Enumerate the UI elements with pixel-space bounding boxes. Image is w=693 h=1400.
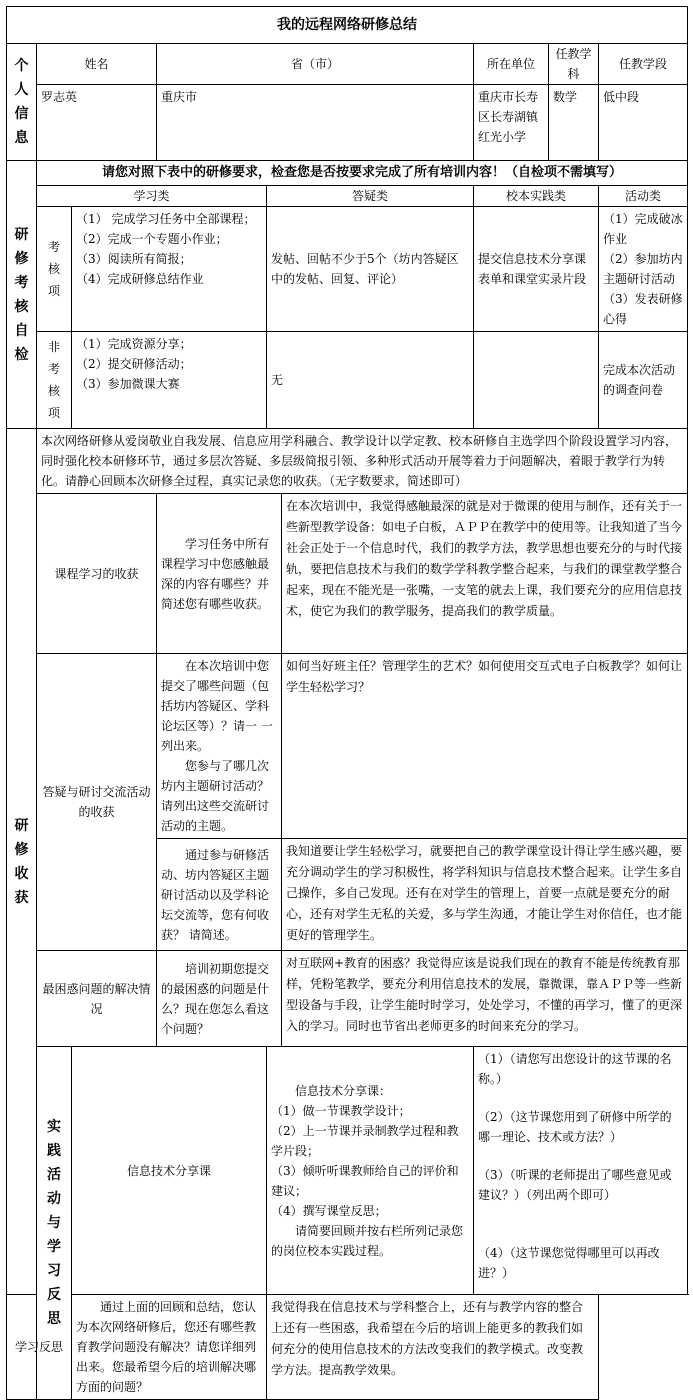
list-item: （2）上一节课并录制教学过程和教学片段； xyxy=(271,1123,459,1158)
harvest-confusion-prompt: 培训初期您提交的最困惑的问题是什么？现在您怎么看这个问题？ xyxy=(157,951,282,1047)
harvest-intro: 本次网络研修从爱岗敬业自我发展、信息应用学科融合、教学设计以学定教、校本研修自主选学四个阶段设置学习内容，同时强化校本研修环节，通过多层次答疑、多层级简报引领、多种形式活动开展等着力于问题解决，着眼于教学行为转化。请静心回顾本次研修全过程，真实记录您的收获。（无字数要求，简述即可） xyxy=(37,429,688,494)
non-assessed-qa: 无 xyxy=(267,332,474,429)
harvest-confusion-answer[interactable]: 对互联网+教育的困惑？我觉得应该是说我们现在的教育不能是传统教育那样，凭粉笔教学，要充分利用信息技术的发展，靠微课，靠ＡＰＰ等一些新型设备与手段，让学生能时时学习，处处学习，不懂的再学习，懂了的更深入的学习。同时也节省出老师更多的时间来充分的学习。 xyxy=(282,951,688,1047)
list-item: （2）提交研修活动； xyxy=(76,357,192,371)
answer-theory-used[interactable]: （2）（这节课您用到了研修中所学的哪一理论、技术或方法？） xyxy=(478,1110,672,1144)
list-item: （2）参加坊内主题研讨活动 xyxy=(603,252,683,286)
section-harvest: 研 修 收 获 xyxy=(7,429,37,1295)
harvest-course-answer[interactable]: 在本次培训中，我觉得感触最深的就是对于微课的使用与制作，还有关于一些新型教学设备：如电子白板，ＡＰＰ在教学中的使用等。让我知道了当今社会正处于一个信息时代，我们的教学方法，教学思想也要充分的与时代接轨，要把信息技术与我们的数学学科教学整合起来，与我们的课堂教学整合起来，现在不能光是一张嘴，一支笔的就去上课，我们要充分的应用信息技术，使它为我们的教学服务，提高我们的教学质量。 xyxy=(282,494,688,654)
answer-lesson-name[interactable]: （1）（请您写出您设计的这节课的名称。） xyxy=(478,1052,672,1086)
harvest-qa-answer-a[interactable]: 如何当好班主任？管理学生的艺术？如何使用交互式电子白板教学？如何让学生轻松学习？ xyxy=(282,654,688,839)
subject-field[interactable]: 数学 xyxy=(549,85,599,161)
assessed-practice: 提交信息技术分享课表单和课堂实录片段 xyxy=(474,207,599,332)
category-activity: 活动类 xyxy=(599,186,688,207)
assessed-activity xyxy=(599,207,688,332)
section-personal-info: 个 人 信 息 xyxy=(7,44,37,161)
non-assessed-label: 非 考 核 项 xyxy=(37,332,72,429)
name-field[interactable]: 罗志英 xyxy=(37,85,157,161)
unit-field[interactable]: 重庆市长寿区长寿湖镇红光小学 xyxy=(474,85,549,161)
province-field[interactable]: 重庆市 xyxy=(157,85,474,161)
harvest-confusion-label: 最困惑问题的解决情况 xyxy=(37,951,157,1047)
assessed-qa: 发帖、回帖不少于5个（坊内答疑区中的发帖、回复、评论） xyxy=(267,207,474,332)
non-assessed-study xyxy=(72,332,267,429)
non-assessed-activity: 完成本次活动的调查问卷 xyxy=(599,332,688,429)
practice-share-answers[interactable] xyxy=(474,1047,688,1295)
category-practice: 校本实践类 xyxy=(474,186,599,207)
answer-suggestions[interactable]: （3）（听课的老师提出了哪些意见或建议？）（列出两个即可） xyxy=(478,1168,672,1202)
harvest-course-label: 课程学习的收获 xyxy=(37,494,157,654)
section-practice-reflection: 实 践 活 动 与 学 习 反 思 xyxy=(37,1047,72,1400)
harvest-course-prompt: 学习任务中所有课程学习中您感触最深的内容有哪些？并简述您有哪些收获。 xyxy=(157,494,282,654)
list-item: （4）撰写课堂反思； xyxy=(271,1203,387,1218)
list-item: （1）完成破冰作业 xyxy=(603,212,683,246)
header-unit: 所在单位 xyxy=(474,44,549,85)
answer-improvements[interactable]: （4）（这节课您觉得哪里可以再改进？） xyxy=(478,1246,660,1280)
reflection-answer[interactable]: 我觉得我在信息技术与学科整合上，还有与教学内容的整合上还有一些困惑，我希望在今后的培训上能更多的教我们如何充分的使用信息技术的方法改变我们的教学模式。改变教学方法。提高教学效果。 xyxy=(267,1295,599,1400)
header-stage: 任教学段 xyxy=(599,44,688,85)
list-item: （2）完成一个专题小作业； xyxy=(76,232,228,246)
list-item: （3）发表研修心得 xyxy=(603,292,683,326)
summary-form xyxy=(6,6,688,1400)
practice-share-prompt: 信息技术分享课： （1）做一节课教学设计； （2）上一节课并录制教学过程和教学片段； （3）倾听听课教师给自己的评价和建议； （4）撰写课堂反思； 请简要回顾并按右栏所列记录您的岗位校本实践过程。 xyxy=(267,1047,474,1295)
harvest-qa-answer-b[interactable]: 我知道要让学生轻松学习，就要把自己的教学课堂设计得让学生感兴趣，要充分调动学生的学习积极性，将学科知识与信息技术整合起来。让学生多自己操作，多自己发现。还有在对学生的管理上，首要一点就是要充分的耐心，还有对学生无私的关爱，多与学生沟通，才能让学生对你信任，也才能更好的管理学生。 xyxy=(282,839,688,951)
assessed-study xyxy=(72,207,267,332)
harvest-qa-label: 答疑与研讨交流活动的收获 xyxy=(37,654,157,951)
reflection-prompt: 通过上面的回顾和总结，您认为本次网络研修后，您还有哪些教育教学问题没有解决？请您详细列出来。您最希望今后的培训解决哪方面的问题？ xyxy=(72,1295,267,1400)
self-check-notice: 请您对照下表中的研修要求，检查您是否按要求完成了所有培训内容！（自检项不需填写） xyxy=(37,161,688,186)
section-self-check: 研 修 考 核 自 检 xyxy=(7,161,37,429)
list-item: （4）完成研修总结作业 xyxy=(76,272,204,286)
list-item: （3）阅读所有简报； xyxy=(76,252,192,266)
stage-field[interactable]: 低中段 xyxy=(599,85,688,161)
harvest-qa-prompt-a: 在本次培训中您提交了哪些问题（包括坊内答疑区、学科论坛区等）？请一 一列出来。 您参与了哪几次坊内主题研讨活动？请列出这些交流研讨活动的主题。 xyxy=(157,654,282,839)
harvest-qa-prompt-b: 通过参与研修活动、坊内答疑区主题研讨活动以及学科论坛交流等，您有何收获？ 请简述。 xyxy=(157,839,282,951)
header-province: 省（市） xyxy=(157,44,474,85)
page-title: 我的远程网络研修总结 xyxy=(7,7,688,44)
header-subject: 任教学科 xyxy=(549,44,599,85)
list-item: （1）做一节课教学设计； xyxy=(271,1103,411,1118)
list-item: （1） 完成学习任务中全部课程； xyxy=(76,212,256,226)
header-name: 姓名 xyxy=(37,44,157,85)
list-item: （3）参加微课大赛 xyxy=(76,377,180,391)
category-qa: 答疑类 xyxy=(267,186,474,207)
list-item: （1）完成资源分享； xyxy=(76,337,192,351)
list-item: （3）倾听听课教师给自己的评价和建议； xyxy=(271,1163,459,1198)
category-study: 学习类 xyxy=(37,186,267,207)
practice-share-label: 信息技术分享课 xyxy=(72,1047,267,1295)
assessed-label: 考 核 项 xyxy=(37,207,72,332)
non-assessed-practice xyxy=(474,332,599,429)
reflection-label: 学习反思 xyxy=(7,1295,72,1400)
